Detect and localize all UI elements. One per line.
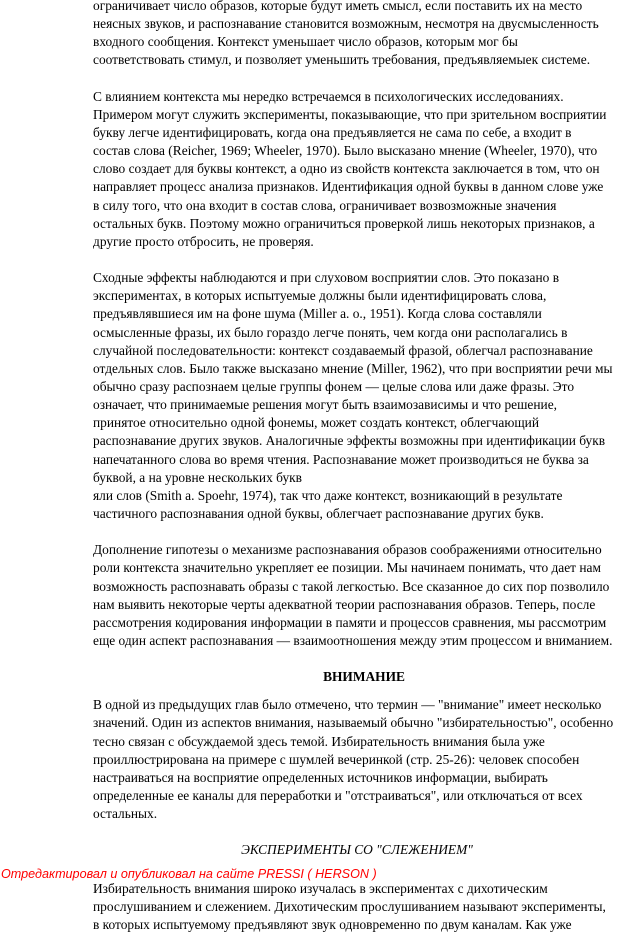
text-line: значений. Один из аспектов внимания, называемый обычно "избирательностью", особенно (93, 715, 614, 731)
text-line: осмысленные фразы, их было гораздо легче понять, чем когда они располагались в (93, 324, 568, 340)
text-line: Дополнение гипотезы о механизме распознавания образов соображениями относительно (93, 542, 602, 558)
text-line: экспериментах, в которых испытуемые должны были идентифицировать слова, (93, 288, 547, 304)
publisher-footer: Отредактировал и опубликовал на сайте PRESSI ( HERSON ) (1, 867, 377, 881)
text-line: нам выявить некоторые черты адекватной теории распознавания образов. Теперь, после (93, 596, 596, 612)
text-line: распознавание других звуков. Аналогичные эффекты возможны при идентификации букв (93, 433, 606, 449)
text-line: другие просто отбросить, не проверяя. (93, 233, 314, 249)
text-line: в которых испытуемому предъявляют звук одновременно по двум каналам. Как уже (93, 916, 572, 932)
document-page (93, 0, 615, 952)
text-line: входного сообщения. Контекст уменьшает число образов, которым мог бы (93, 34, 518, 50)
text-line: роли контекста значительно укрепляет ее позиции. Мы начинаем понимать, что дает нам (93, 560, 601, 576)
text-line: случайной последовательности: контекст создаваемый фразой, облегчал распознавание (93, 342, 593, 358)
section-heading-attention: ВНИМАНИЕ (323, 669, 405, 685)
subsection-heading-tracking: ЭКСПЕРИМЕНТЫ СО "СЛЕЖЕНИЕМ" (241, 842, 473, 858)
text-line: ограничивает число образов, которые будут иметь смысл, если поставить их на место (93, 0, 583, 13)
text-line: прослушиванием и слежением. Дихотическим прослушиванием называют эксперименты, (93, 898, 606, 914)
text-line: букву легче идентифицировать, когда она предъявляется не сама по себе, а входит в (93, 124, 572, 140)
paragraph-attention (93, 696, 615, 823)
text-line: Избирательность внимания широко изучалась в экспериментах с дихотическим (93, 880, 548, 896)
text-line: предъявлявшиеся им на фоне шума (Miller a. o., 1951). Когда слова составляли (93, 306, 542, 322)
text-line: Сходные эффекты наблюдаются и при слуховом восприятии слов. Это показано в (93, 270, 560, 286)
text-line: направляет процесс анализа признаков. Идентификация одной буквы в данном слове уже (93, 179, 604, 195)
text-line: частичного распознавания одной буквы, облегчает распознавание других букв. (93, 506, 544, 522)
text-line: определенные ее каналы для переработки и "отстраиваться", или отключаться от всех (93, 788, 583, 804)
text-line: остальных. (93, 806, 158, 822)
text-line: в силу того, что она входит в состав слова, ограничивает возвозможные значения (93, 197, 557, 213)
paragraph-hypothesis (93, 541, 615, 650)
text-line: напечатанного слова во время чтения. Распознавание может производиться не буква за (93, 451, 589, 467)
paragraph-context-limits (93, 0, 615, 70)
text-line: буквой, а на уровне нескольких букв (93, 469, 302, 485)
text-line: В одной из предыдущих глав было отмечено, что термин — "внимание" имеет несколько (93, 697, 602, 713)
text-line: остальных букв. Поэтому можно ограничиться проверкой лишь некоторых признаков, а (93, 215, 595, 231)
paragraph-dichotic (93, 880, 615, 934)
text-line: возможность распознавать образы с такой легкостью. Все сказанное до сих пор позволило (93, 578, 610, 594)
text-line: яли слов (Smith a. Spoehr, 1974), так что даже контекст, возникающий в результате (93, 487, 563, 503)
text-line: неясных звуков, и распознавание становится возможным, несмотря на двусмысленность (93, 16, 599, 32)
text-line: слово создает для буквы контекст, а одно из свойств контекста заключается в том, что он (93, 161, 600, 177)
text-line: отдельных слов. Было также высказано мнение (Miller, 1962), что при восприятии речи мы (93, 360, 613, 376)
text-line: настраиваться на восприятие определенных источников информации, выбирать (93, 769, 548, 785)
text-line: еще один аспект распознавания — взаимоотношения между этим процессом и вниманием. (93, 633, 613, 648)
text-line: соответствовать стимул, и позволяет уменьшить требования, предъявляемыек системе. (93, 52, 591, 68)
text-line: С влиянием контекста мы нередко встречаемся в психологических исследованиях. (93, 88, 564, 104)
paragraph-visual-context (93, 88, 615, 251)
text-line: состав слова (Reicher, 1969; Wheeler, 1970). Было высказано мнение (Wheeler, 1970), что (93, 143, 598, 159)
text-line: означает, что принимаемые решения могут быть взаимозависимы и что решение, (93, 397, 557, 413)
text-line: принятое относительно одной фонемы, может создать контекст, облегчающий (93, 415, 540, 431)
text-line: Примером могут служить эксперименты, показывающие, что при зрительном восприятии (93, 106, 607, 122)
paragraph-auditory-context (93, 269, 615, 523)
text-line: проиллюстрирована на примере с шумлей вечеринкой (стр. 25-26): человек способен (93, 751, 580, 767)
text-line: тесно связан с обсуждаемой здесь темой. Избирательность внимания была уже (93, 733, 545, 749)
text-line: обычно сразу распознаем целые группы фонем — целые слова или даже фразы. Это (93, 378, 575, 394)
text-line: рассмотрения кодирования информации в памяти и процессов сравнения, мы рассмотрим (93, 614, 607, 630)
